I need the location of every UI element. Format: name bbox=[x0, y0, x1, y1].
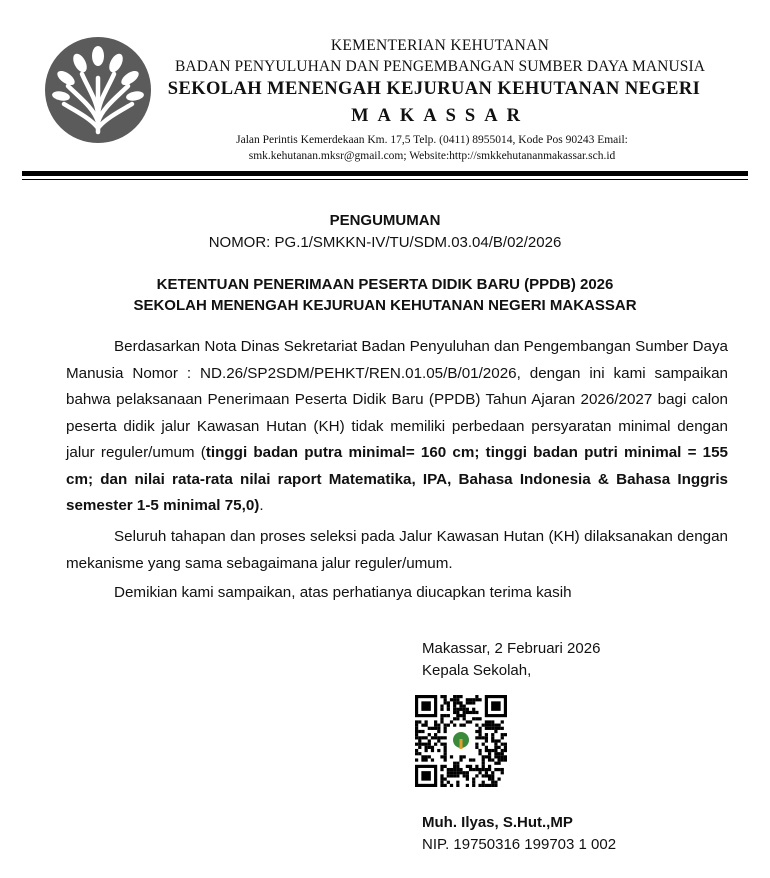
letterhead bbox=[160, 36, 720, 164]
school-name: SEKOLAH MENENGAH KEJURUAN KEHUTANAN NEGERI bbox=[167, 79, 701, 99]
announcement-number: NOMOR: PG.1/SMKKN-IV/TU/SDM.03.04/B/02/2026 bbox=[208, 234, 562, 251]
announcement-subject-line1: KETENTUAN PENERIMAAN PESERTA DIDIK BARU (PPDB) 2026 bbox=[156, 276, 614, 293]
signature-position: Kepala Sekolah, bbox=[422, 662, 532, 679]
signature-place-date: Makassar, 2 Februari 2026 bbox=[422, 640, 601, 657]
letterhead-divider-thick bbox=[22, 171, 748, 176]
letterhead-divider-thin bbox=[22, 179, 748, 180]
paragraph-requirements-text: Berdasarkan Nota Dinas Sekretariat Badan Penyuluhan dan Pengembangan Sumber Daya Manusia Nomor : ND.26/SP2SDM/PEHKT/REN.01.05/B/01/2026, dengan ini kami sampaikan bahwa pelaksanaan Penerimaan Peserta Didik Baru (PPDB) Tahun Ajaran 2026/2027 bagi calon peserta didik jalur Kawasan Hutan (KH) tidak memiliki perbedaan persyaratan minimal dengan jalur reguler/umum ( bbox=[66, 338, 728, 461]
signatory-nip: NIP. 19750316 199703 1 002 bbox=[422, 836, 617, 853]
qr-center-logo-icon bbox=[450, 730, 472, 752]
announcement-subject-line2: SEKOLAH MENENGAH KEJURUAN KEHUTANAN NEGERI MAKASSAR bbox=[133, 297, 637, 314]
paragraph-selection: Seluruh tahapan dan proses seleksi pada Jalur Kawasan Hutan (KH) dilaksanakan dengan mekanisme yang sama sebagaimana jalur reguler/umum. bbox=[66, 528, 728, 572]
school-city: MAKASSAR bbox=[351, 106, 529, 126]
ministry-name: KEMENTERIAN KEHUTANAN bbox=[330, 37, 550, 54]
school-contact: smk.kehutanan.mksr@gmail.com; Website:http://smkkehutananmakassar.sch.id bbox=[248, 150, 616, 162]
paragraph-closing: Demikian kami sampaikan, atas perhatianya diucapkan terima kasih bbox=[114, 584, 572, 601]
qr-code-icon bbox=[415, 695, 507, 787]
announcement-title: PENGUMUMAN bbox=[329, 212, 441, 229]
agency-name: BADAN PENYULUHAN DAN PENGEMBANGAN SUMBER DAYA MANUSIA bbox=[174, 58, 706, 75]
paragraph-requirements-end: . bbox=[259, 497, 264, 514]
school-address: Jalan Perintis Kemerdekaan Km. 17,5 Telp. (0411) 8955014, Kode Pos 90243 Email: bbox=[236, 134, 628, 146]
paragraph-requirements-bold: tinggi badan putra minimal= 160 cm; tinggi badan putri minimal = 155 cm; dan nilai rata-rata nilai raport Matematika, IPA, Bahasa Indonesia & Bahasa Inggris semester 1-5 minimal 75,0) bbox=[66, 444, 728, 514]
school-tree-emblem-icon bbox=[44, 36, 152, 144]
signatory-name: Muh. Ilyas, S.Hut.,MP bbox=[422, 814, 573, 831]
paragraph-requirements bbox=[66, 334, 728, 520]
